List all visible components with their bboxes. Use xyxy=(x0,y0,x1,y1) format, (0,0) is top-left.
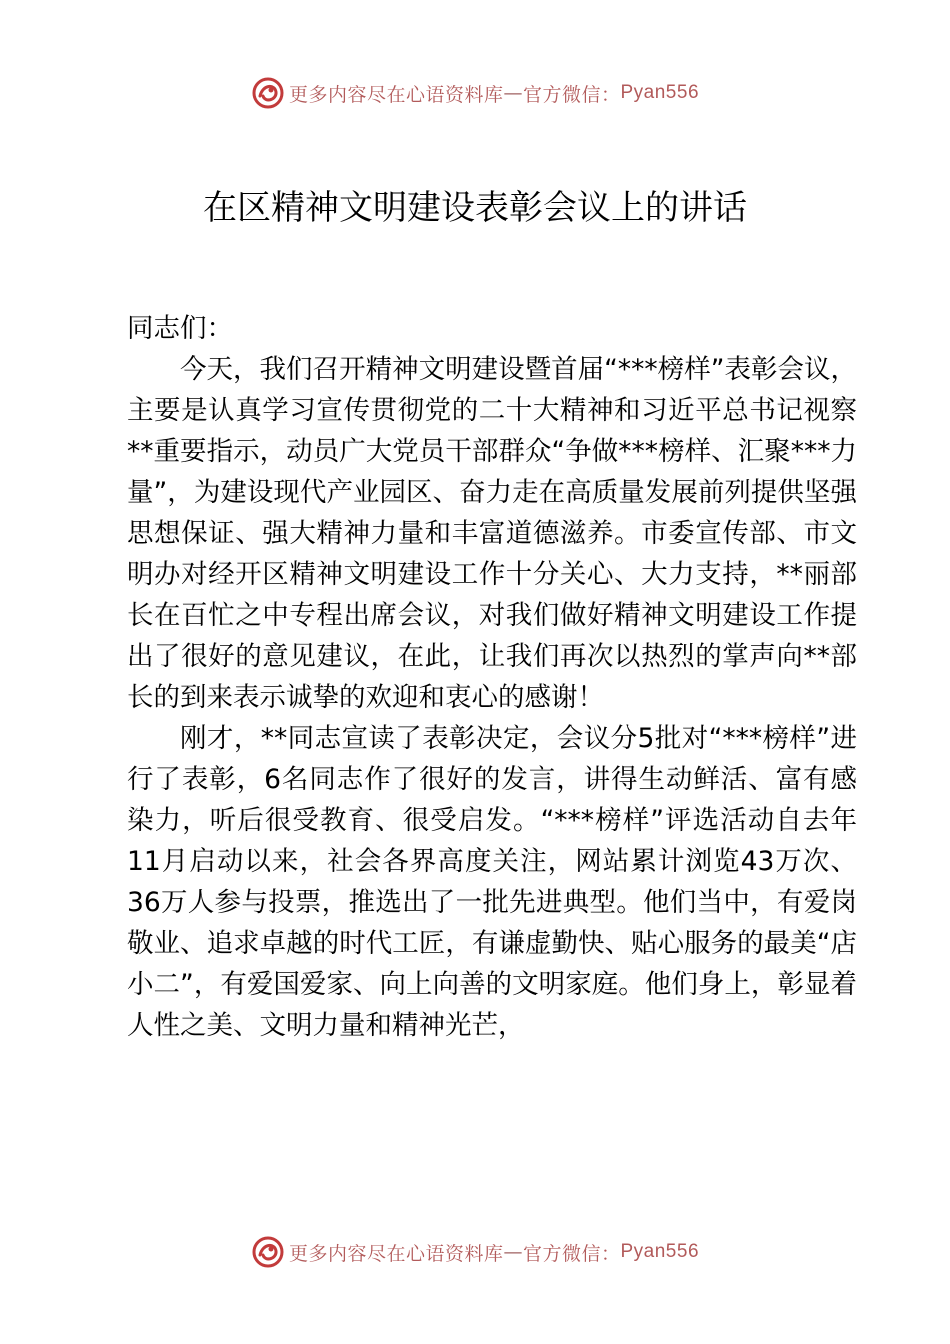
banner-account-label: 官方微信： xyxy=(522,1242,621,1265)
banner-separator: — xyxy=(503,82,523,104)
document-body xyxy=(127,308,857,1046)
banner-account: Pyan556 xyxy=(620,82,700,103)
banner-account: Pyan556 xyxy=(620,1241,700,1262)
header-banner xyxy=(0,73,950,113)
banner-account-label: 官方微信： xyxy=(522,83,621,106)
banner-text: 更多内容尽在心语资料库 xyxy=(288,83,504,106)
red-swirl-logo-icon xyxy=(251,1235,285,1269)
footer-banner xyxy=(0,1232,950,1272)
banner-separator: — xyxy=(503,1241,523,1263)
document-title: 在区精神文明建设表彰会议上的讲话 xyxy=(203,188,747,228)
banner-text: 更多内容尽在心语资料库 xyxy=(288,1242,504,1265)
paragraph-1: 今天，我们召开精神文明建设暨首届“***榜样”表彰会议，主要是认真学习宣传贯彻党的二十大精神和习近平总书记视察**重要指示，动员广大党员干部群众“争做***榜样、汇聚***力量”，为建设现代产业园区、奋力走在高质量发展前列提供坚强思想保证、强大精神力量和丰富道德滋养。市委宣传部、市文明办对经开区精神文明建设工作十分关心、大力支持，**丽部长在百忙之中专程出席会议，对我们做好精神文明建设工作提出了很好的意见建议，在此，让我们再次以热烈的掌声向**部长的到来表示诚挚的欢迎和衷心的感谢！ xyxy=(127,354,857,713)
red-swirl-logo-icon xyxy=(251,76,285,110)
paragraph-2: 刚才，**同志宣读了表彰决定，会议分5批对“***榜样”进行了表彰，6名同志作了很好的发言，讲得生动鲜活、富有感染力，听后很受教育、很受启发。“***榜样”评选活动自去年11月启动以来，社会各界高度关注，网站累计浏览43万次、36万人参与投票，推选出了一批先进典型。他们当中，有爱岗敬业、追求卓越的时代工匠，有谦虚勤快、贴心服务的最美“店小二”，有爱国爱家、向上向善的文明家庭。他们身上，彰显着人性之美、文明力量和精神光芒， xyxy=(127,723,857,1041)
salutation: 同志们： xyxy=(127,313,233,344)
